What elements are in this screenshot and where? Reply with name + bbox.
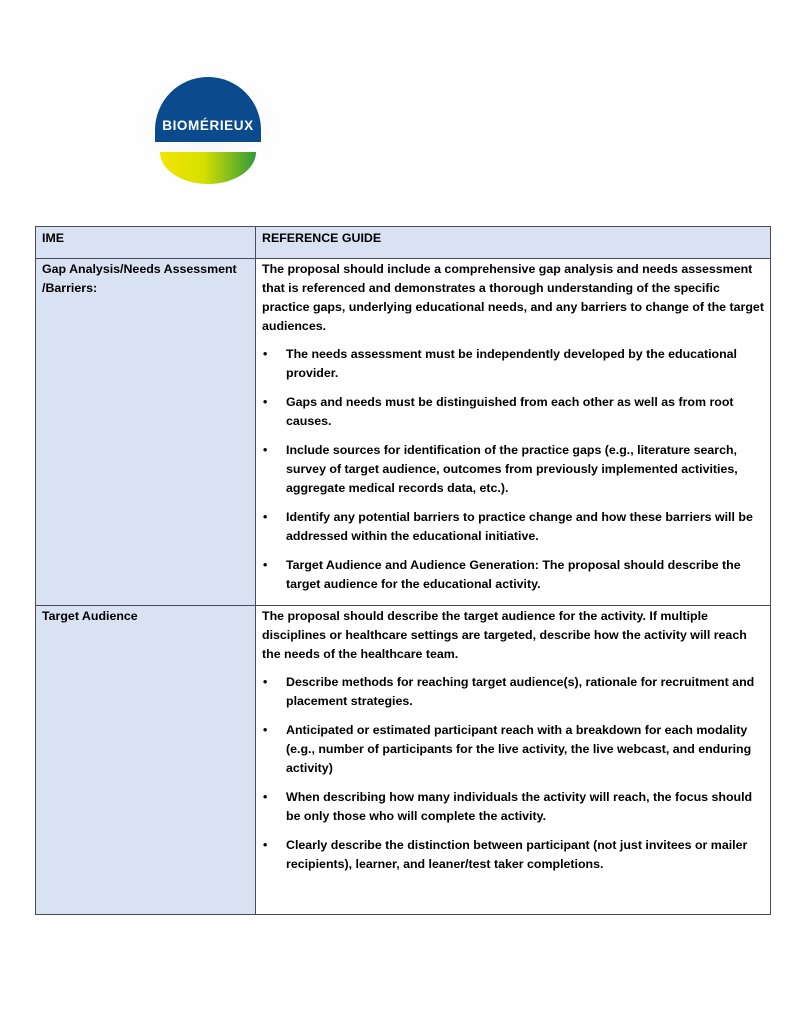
bullet-item bbox=[262, 673, 764, 711]
bullet-text: Target Audience and Audience Generation: The proposal should describe the target audience for the educational activity. bbox=[286, 558, 741, 591]
bullet-item bbox=[262, 556, 764, 594]
bullet-item bbox=[262, 345, 764, 383]
table-header-row bbox=[36, 227, 771, 259]
row-label: Gap Analysis/Needs Assessment /Barriers: bbox=[36, 259, 256, 606]
bullet-text: When describing how many individuals the activity will reach, the focus should be only those who will complete the activity. bbox=[286, 790, 753, 823]
table-row-gap-analysis bbox=[36, 259, 771, 606]
bullet-glyph: • bbox=[263, 558, 268, 572]
bullet-text: Include sources for identification of the practice gaps (e.g., literature search, survey of target audience, outcomes from previously implemented activities, aggregate medical records data, etc.). bbox=[286, 443, 738, 495]
bullet-glyph: • bbox=[263, 790, 268, 804]
logo-text: BIOMÉRIEUX bbox=[162, 118, 254, 133]
bullet-glyph: • bbox=[263, 723, 268, 737]
row-content bbox=[256, 606, 771, 915]
bullet-text: Anticipated or estimated participant reach with a breakdown for each modality (e.g., number of participants for the live activity, the live webcast, and enduring activity) bbox=[286, 723, 752, 775]
row-intro: The proposal should include a comprehensive gap analysis and needs assessment that is referenced and demonstrates a thorough understanding of the specific practice gaps, underlying educational needs, and any barriers to change of the target audiences. bbox=[262, 262, 764, 333]
bullet-text: Clearly describe the distinction between participant (not just invitees or mailer recipients), learner, and leaner/test taker completions. bbox=[286, 838, 748, 871]
bullet-text: The needs assessment must be independently developed by the educational provider. bbox=[286, 347, 737, 380]
table-row-target-audience bbox=[36, 606, 771, 915]
bullet-list bbox=[262, 673, 764, 874]
bullet-item bbox=[262, 788, 764, 826]
row-label: Target Audience bbox=[36, 606, 256, 915]
bullet-text: Describe methods for reaching target audience(s), rationale for recruitment and placement strategies. bbox=[286, 675, 755, 708]
bullet-glyph: • bbox=[263, 838, 268, 852]
header-ime: IME bbox=[36, 227, 256, 259]
bullet-glyph: • bbox=[263, 675, 268, 689]
bullet-glyph: • bbox=[263, 443, 268, 457]
bullet-text: Identify any potential barriers to practice change and how these barriers will be addressed within the educational initiative. bbox=[286, 510, 753, 543]
row-content bbox=[256, 259, 771, 606]
bullet-item bbox=[262, 836, 764, 874]
bullet-item bbox=[262, 721, 764, 778]
row-intro: The proposal should describe the target audience for the activity. If multiple disciplines or healthcare settings are targeted, describe how the activity will reach the needs of the healthcare team. bbox=[262, 609, 747, 661]
header-reference-guide: REFERENCE GUIDE bbox=[256, 227, 771, 259]
bullet-glyph: • bbox=[263, 395, 268, 409]
bullet-item bbox=[262, 393, 764, 431]
bullet-glyph: • bbox=[263, 347, 268, 361]
bullet-list bbox=[262, 345, 764, 594]
biomerieux-logo bbox=[100, 52, 320, 202]
bullet-item bbox=[262, 441, 764, 498]
bullet-text: Gaps and needs must be distinguished from each other as well as from root causes. bbox=[286, 395, 734, 428]
bullet-glyph: • bbox=[263, 510, 268, 524]
bullet-item bbox=[262, 508, 764, 546]
reference-guide-table bbox=[35, 226, 771, 915]
